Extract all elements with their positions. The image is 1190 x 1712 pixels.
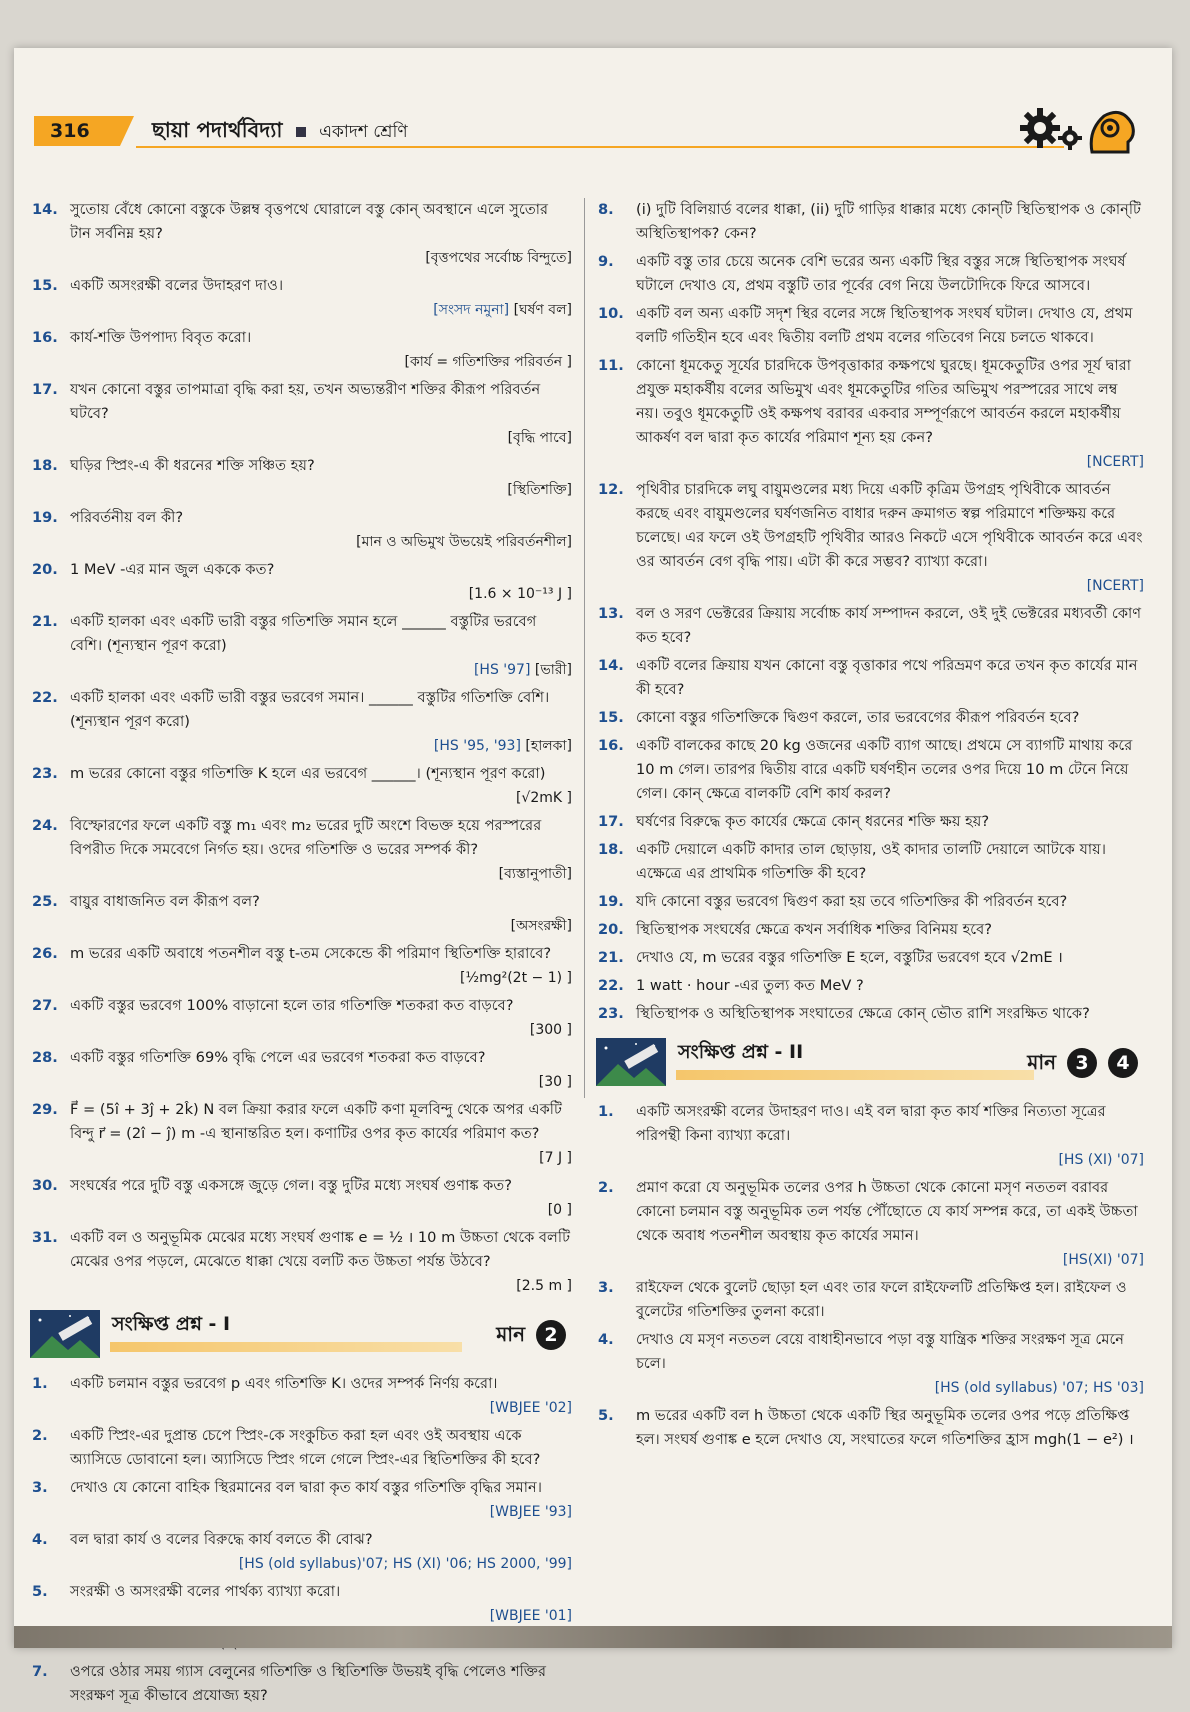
answer-line: [70, 298, 572, 322]
answer-text: [7 J ]: [539, 1150, 572, 1166]
question-text: দেখাও যে মসৃণ নততল বেয়ে বাধাহীনভাবে পড়া বস্তু যান্ত্রিক শক্তির সংরক্ষণ সূত্র মেনে চলে।: [636, 1331, 1125, 1372]
question-number: 22.: [32, 689, 58, 706]
answer-line: [70, 350, 572, 374]
question-item: [596, 974, 1144, 998]
question-item: [596, 602, 1144, 650]
header-rule: [136, 146, 1064, 148]
question-number: 10.: [598, 305, 624, 322]
answer-text: [স্থিতিশক্তি]: [507, 482, 572, 498]
question-item: [596, 302, 1144, 350]
question-number: 12.: [598, 481, 624, 498]
page-number: 316: [50, 120, 90, 142]
page-edge-strip: [14, 1626, 1172, 1648]
question-item: [30, 378, 572, 450]
question-item: [30, 1226, 572, 1298]
question-number: 5.: [32, 1583, 48, 1600]
question-text: বল দ্বারা কার্য ও বলের বিরুদ্ধে কার্য বলতে কী বোঝ?: [70, 1531, 373, 1548]
question-item: [596, 838, 1144, 886]
question-text: একটি বালকের কাছে 20 kg ওজনের একটি ব্যাগ আছে। প্রথমে সে ব্যাগটি মাথায় করে 10 m গেল। তারপর দ্বিতীয় বারে একটি ঘর্ষণহীন তলের ওপর দিয়ে 10 m টেনে নিয়ে গেল। কোন্ ক্ষেত্রে বালকটি বেশি কার্য করল?: [636, 737, 1133, 802]
question-item: [596, 946, 1144, 970]
answer-text: [300 ]: [529, 1022, 572, 1038]
question-number: 15.: [32, 277, 58, 294]
question-number: 16.: [598, 737, 624, 754]
telescope-icon: [30, 1310, 100, 1358]
question-text: m ভরের একটি বল h উচ্চতা থেকে একটি স্থির অনুভূমিক তলের ওপর পড়ে প্রতিক্ষিপ্ত হল। সংঘর্ষ গুণাঙ্ক e হলে দেখাও যে, সংঘাতের ফলে গতিশক্তির হ্রাস mgh(1 − e²) ।: [636, 1407, 1134, 1448]
question-item: [596, 810, 1144, 834]
answer-line: [70, 1146, 572, 1170]
question-item: [596, 734, 1144, 806]
question-text: একটি বলের ক্রিয়ায় যখন কোনো বস্তু বৃত্তাকার পথে পরিভ্রমণ করে তখন কৃত কার্যের মান কী হবে?: [636, 657, 1138, 698]
question-item: [596, 478, 1144, 598]
question-text: রাইফেল থেকে বুলেট ছোড়া হল এবং তার ফলে রাইফেলটি প্রতিক্ষিপ্ত হল। রাইফেল ও বুলেটের গতিশক্তির তুলনা করো।: [636, 1279, 1127, 1320]
question-item: [596, 1276, 1144, 1324]
question-item: [596, 1176, 1144, 1272]
question-text: একটি হালকা এবং একটি ভারী বস্তুর গতিশক্তি সমান হলে ______ বস্তুটির ভরবেগ বেশি। (শূন্যস্থান পূরণ করো): [70, 613, 537, 654]
question-item: [596, 1404, 1144, 1452]
page-header: [24, 108, 1154, 150]
question-item: [596, 250, 1144, 298]
right-question-list: [596, 198, 1144, 1026]
answer-text: [বৃদ্ধি পাবে]: [507, 430, 572, 446]
answer-text: [HS(XI) '07]: [1062, 1252, 1144, 1268]
question-text: কোনো ধূমকেতু সূর্যের চারদিকে উপবৃত্তাকার কক্ষপথে ঘুরছে। ধূমকেতুটির ওপর সূর্য দ্বারা প্রযুক্ত মহাকর্ষীয় বলের অভিমুখ এবং ধূমকেতুটির গতির অভিমুখ পরস্পরের সাথে লম্ব নয়। তবুও ধূমকেতুটি ওই কক্ষপথ বরাবর একবার সম্পূর্ণরূপে আবর্তন করলে মহাকর্ষীয় আকর্ষণ বল দ্বারা কৃত কার্যের পরিমাণ শূন্য হয় কেন?: [636, 357, 1131, 446]
question-text: স্থিতিস্থাপক সংঘর্ষের ক্ষেত্রে কখন সর্বাধিক শক্তির বিনিময় হবে?: [636, 921, 993, 938]
question-text: কোনো বস্তুর গতিশক্তিকে দ্বিগুণ করলে, তার ভরবেগের কীরূপ পরিবর্তন হবে?: [636, 709, 1080, 726]
question-item: [596, 890, 1144, 914]
question-text: সংরক্ষী ও অসংরক্ষী বলের পার্থক্য ব্যাখ্যা করো।: [70, 1583, 341, 1600]
question-item: [30, 1528, 572, 1576]
question-number: 1.: [598, 1103, 614, 1120]
question-number: 31.: [32, 1229, 58, 1246]
question-text: একটি চলমান বস্তুর ভরবেগ p এবং গতিশক্তি K। ওদের সম্পর্ক নির্ণয় করো।: [70, 1375, 498, 1392]
answer-text: [√2mK ]: [515, 790, 572, 806]
question-number: 5.: [598, 1407, 614, 1424]
question-text: 1 watt · hour -এর তুল্য কত MeV ?: [636, 977, 864, 994]
answer-text: [NCERT]: [1086, 454, 1144, 470]
marks-badge: 4: [1108, 1048, 1138, 1078]
answer-text: [বৃত্তপথের সর্বোচ্চ বিন্দুতে]: [425, 250, 572, 266]
question-number: 27.: [32, 997, 58, 1014]
question-item: [30, 326, 572, 374]
gears-head-logo-icon: [1018, 102, 1138, 158]
telescope-icon: [596, 1038, 666, 1086]
separator-square-icon: [296, 127, 306, 137]
question-item: [30, 1372, 572, 1420]
question-number: 8.: [598, 201, 614, 218]
question-text: ঘর্ষণের বিরুদ্ধে কৃত কার্যের ক্ষেত্রে কোন্ ধরনের শক্তি ক্ষয় হয়?: [636, 813, 990, 830]
question-number: 16.: [32, 329, 58, 346]
question-text: স্থিতিস্থাপক ও অস্থিতিস্থাপক সংঘাতের ক্ষেত্রে কোন্ ভৌত রাশি সংরক্ষিত থাকে?: [636, 1005, 1090, 1022]
source-tag: [HS '97]: [473, 662, 531, 678]
answer-line: [636, 1148, 1144, 1172]
marks-badge: 3: [1067, 1048, 1097, 1078]
source-tag: [সংসদ নমুনা]: [433, 302, 510, 318]
question-number: 20.: [32, 561, 58, 578]
question-item: [30, 762, 572, 810]
question-text: বিস্ফোরণের ফলে একটি বস্তু m₁ এবং m₂ ভরের দুটি অংশে বিভক্ত হয়ে পরস্পরের বিপরীত দিকে সমবেগে নির্গত হয়। ওদের গতিশক্তি ও ভরের সম্পর্ক কী?: [70, 817, 542, 858]
question-number: 3.: [598, 1279, 614, 1296]
question-item: [30, 814, 572, 886]
question-text: একটি বস্তু তার চেয়ে অনেক বেশি ভরের অন্য একটি স্থির বস্তুর সঙ্গে স্থিতিস্থাপক সংঘর্ষ ঘটালে দেখাও যে, প্রথম বস্তুটি তার পূর্বের বেগ নিয়ে উলটোদিকে ফিরে আসবে।: [636, 253, 1126, 294]
answer-text: [30 ]: [538, 1074, 572, 1090]
answer-text: [HS (XI) '07]: [1058, 1152, 1144, 1168]
answer-text: [অসংরক্ষী]: [510, 918, 572, 934]
question-number: 7.: [32, 1663, 48, 1680]
question-text: একটি বল অন্য একটি সদৃশ স্থির বলের সঙ্গে স্থিতিস্থাপক সংঘর্ষ ঘটাল। দেখাও যে, প্রথম বলটি গতিহীন হবে এবং দ্বিতীয় বলটি প্রথম বলের গতিবেগ নিয়ে চলতে থাকবে।: [636, 305, 1133, 346]
question-number: 14.: [598, 657, 624, 674]
answer-line: [70, 1018, 572, 1042]
column-divider: [584, 198, 585, 1098]
answer-line: [70, 862, 572, 886]
question-text: বায়ুর বাধাজনিত বল কীরূপ বল?: [70, 893, 260, 910]
answer-text: [WBJEE '93]: [489, 1504, 572, 1520]
question-text: কার্য-শক্তি উপপাদ্য বিবৃত করো।: [70, 329, 252, 346]
question-item: [30, 1660, 572, 1708]
question-number: 2.: [598, 1179, 614, 1196]
short-question-list-1: [30, 1372, 572, 1708]
question-number: 26.: [32, 945, 58, 962]
answer-line: [70, 1604, 572, 1628]
question-number: 4.: [32, 1531, 48, 1548]
answer-line: [70, 426, 572, 450]
answer-line: [70, 582, 572, 606]
question-number: 18.: [32, 457, 58, 474]
question-number: 15.: [598, 709, 624, 726]
question-item: [30, 994, 572, 1042]
question-text: একটি বল ও অনুভূমিক মেঝের মধ্যে সংঘর্ষ গুণাঙ্ক e = ½ । 10 m উচ্চতা থেকে বলটি মেঝের ওপর পড়লে, মেঝেতে ধাক্কা খেয়ে বলটি কত উচ্চতা পর্যন্ত উঠবে?: [70, 1229, 571, 1270]
question-text: একটি বস্তুর ভরবেগ 100% বাড়ানো হলে তার গতিশক্তি শতকরা কত বাড়বে?: [70, 997, 514, 1014]
running-title: [152, 114, 408, 149]
section-header-short-2: [596, 1036, 1144, 1092]
question-text: সুতোয় বেঁধে কোনো বস্তুকে উল্লম্ব বৃত্তপথে ঘোরালে বস্তু কোন্ অবস্থানে এলে সুতোর টান সর্বনিম্ন হয়?: [70, 201, 549, 242]
answer-line: [636, 1376, 1144, 1400]
answer-line: [70, 734, 572, 758]
question-number: 23.: [32, 765, 58, 782]
answer-line: [636, 1248, 1144, 1272]
section-bar: [110, 1342, 462, 1352]
answer-line: [70, 786, 572, 810]
question-item: [596, 1328, 1144, 1400]
answer-text: [ঘর্ষণ বল]: [513, 302, 572, 318]
question-text: যখন কোনো বস্তুর তাপমাত্রা বৃদ্ধি করা হয়, তখন অভ্যন্তরীণ শক্তির কীরূপ পরিবর্তন ঘটবে?: [70, 381, 541, 422]
question-number: 18.: [598, 841, 624, 858]
answer-text: [NCERT]: [1086, 578, 1144, 594]
question-text: (i) দুটি বিলিয়ার্ড বলের ধাক্কা, (ii) দুটি গাড়ির ধাক্কার মধ্যে কোন্‌টি স্থিতিস্থাপক ও কোন্‌টি অস্থিতিস্থাপক? কেন?: [636, 201, 1141, 242]
question-number: 30.: [32, 1177, 58, 1194]
question-item: [30, 1580, 572, 1628]
left-column: [30, 198, 572, 1712]
question-text: দেখাও যে, m ভরের বস্তুর গতিশক্তি E হলে, বস্তুটির ভরবেগ হবে √2mE ।: [636, 949, 1063, 966]
answer-line: [636, 574, 1144, 598]
answer-text: [HS (old syllabus)'07; HS (XI) '06; HS 2000, '99]: [238, 1556, 572, 1572]
question-number: 24.: [32, 817, 58, 834]
answer-line: [70, 1552, 572, 1576]
question-number: 1.: [32, 1375, 48, 1392]
question-item: [30, 686, 572, 758]
textbook-page: [14, 48, 1172, 1704]
question-item: [30, 1098, 572, 1170]
question-text: একটি দেয়ালে একটি কাদার তাল ছোড়ায়, ওই কাদার তালটি দেয়ালে আটকে যায়। এক্ষেত্রে এর প্রাথমিক গতিশক্তি কী হবে?: [636, 841, 1106, 882]
question-item: [30, 1174, 572, 1222]
question-item: [596, 198, 1144, 246]
question-item: [30, 454, 572, 502]
question-text: দেখাও যে কোনো বাহিক স্থিরমানের বল দ্বারা কৃত কার্য বস্তুর গতিশক্তি বৃদ্ধির সমান।: [70, 1479, 542, 1496]
question-text: একটি অসংরক্ষী বলের উদাহরণ দাও।: [70, 277, 284, 294]
question-number: 11.: [598, 357, 624, 374]
marks-text: মান: [496, 1322, 526, 1346]
source-tag: [HS '95, '93]: [433, 738, 521, 754]
book-title: ছায়া পদার্থবিদ্যা: [152, 118, 283, 142]
section-bar: [676, 1070, 1034, 1080]
answer-line: [70, 1274, 572, 1298]
question-number: 23.: [598, 1005, 624, 1022]
answer-line: [70, 246, 572, 270]
answer-line: [70, 1070, 572, 1094]
question-text: একটি অসংরক্ষী বলের উদাহরণ দাও। এই বল দ্বারা কৃত কার্য শক্তির নিত্যতা সূত্রের পরিপন্থী কিনা ব্যাখ্যা করো।: [636, 1103, 1106, 1144]
answer-line: [70, 530, 572, 554]
marks-label: [1027, 1048, 1138, 1078]
answer-line: [70, 966, 572, 990]
question-item: [596, 354, 1144, 474]
short-question-list-2: [596, 1100, 1144, 1452]
section-title: সংক্ষিপ্ত প্রশ্ন - I: [112, 1313, 231, 1335]
question-item: [30, 274, 572, 322]
question-item: [596, 1002, 1144, 1026]
question-number: 3.: [32, 1479, 48, 1496]
question-text: একটি বস্তুর গতিশক্তি 69% বৃদ্ধি পেলে এর ভরবেগ শতকরা কত বাড়বে?: [70, 1049, 486, 1066]
question-text: পৃথিবীর চারদিকে লঘু বায়ুমণ্ডলের মধ্য দিয়ে একটি কৃত্রিম উপগ্রহ পৃথিবীকে আবর্তন করছে এবং বায়ুমণ্ডলের ঘর্ষণজনিত বাধার দরুন ক্রমাগত স্বল্প পরিমাণে শক্তিক্ষয় করে চলেছে। এর ফলে ওই উপগ্রহটি পৃথিবীর আরও নিকটে এসে পৃথিবীকে আবর্তন করে এবং ওর আবর্তন বেগ বৃদ্ধি পায়। এটা কী করে সম্ভব? ব্যাখ্যা করো।: [636, 481, 1143, 570]
answer-text: [2.5 m ]: [516, 1278, 572, 1294]
question-number: 17.: [32, 381, 58, 398]
answer-line: [636, 450, 1144, 474]
question-text: m ভরের একটি অবাধে পতনশীল বস্তু t-তম সেকেন্ডে কী পরিমাণ স্থিতিশক্তি হারাবে?: [70, 945, 552, 962]
answer-text: [কার্য = গতিশক্তির পরিবর্তন ]: [404, 354, 572, 370]
answer-text: [ব্যস্তানুপাতী]: [498, 866, 572, 882]
answer-text: [½mg²(2t − 1) ]: [460, 970, 572, 986]
answer-line: [70, 478, 572, 502]
question-number: 21.: [598, 949, 624, 966]
answer-text: [ভারী]: [534, 662, 572, 678]
answer-line: [70, 1198, 572, 1222]
question-number: 20.: [598, 921, 624, 938]
question-item: [30, 1046, 572, 1094]
question-number: 29.: [32, 1101, 58, 1118]
question-text: একটি স্প্রিং-এর দুপ্রান্ত চেপে স্প্রিং-কে সংকুচিত করা হল এবং ওই অবস্থায় একে অ্যাসিডে ডোবানো হল। অ্যাসিডে স্প্রিং গলে গেলে স্প্রিং-এর স্থিতিশক্তির কী হবে?: [70, 1427, 541, 1468]
question-number: 19.: [598, 893, 624, 910]
marks-label: [496, 1320, 566, 1350]
question-number: 14.: [32, 201, 58, 218]
question-item: [596, 654, 1144, 702]
question-number: 13.: [598, 605, 624, 622]
question-number: 22.: [598, 977, 624, 994]
question-number: 9.: [598, 253, 614, 270]
question-item: [30, 1476, 572, 1524]
question-number: 21.: [32, 613, 58, 630]
question-text: পরিবর্তনীয় বল কী?: [70, 509, 184, 526]
question-text: প্রমাণ করো যে অনুভূমিক তলের ওপর h উচ্চতা থেকে কোনো মসৃণ নততল বরাবর কোনো চলমান বস্তু অনুভূমিক তল পর্যন্ত পৌঁছোতে যে কার্য সম্পন্ন করে, তা একই উচ্চতা থেকে অবাধ পতনশীল অবস্থায় কৃত কার্যের সমান।: [636, 1179, 1138, 1244]
question-text: m ভরের কোনো বস্তুর গতিশক্তি K হলে এর ভরবেগ ______। (শূন্যস্থান পূরণ করো): [70, 765, 546, 782]
answer-line: [70, 1500, 572, 1524]
question-text: একটি হালকা এবং একটি ভারী বস্তুর ভরবেগ সমান। ______ বস্তুটির গতিশক্তি বেশি। (শূন্যস্থান পূরণ করো): [70, 689, 550, 730]
question-item: [30, 1424, 572, 1472]
marks-badge: 2: [536, 1320, 566, 1350]
question-text: বল ও সরণ ভেক্টরের ক্রিয়ায় সর্বোচ্চ কার্য সম্পাদন করলে, ওই দুই ভেক্টরের মধ্যবর্তী কোণ কত হবে?: [636, 605, 1142, 646]
question-item: [30, 198, 572, 270]
question-number: 4.: [598, 1331, 614, 1348]
left-question-list: [30, 198, 572, 1298]
question-text: F⃗ = (5î + 3ĵ + 2k̂) N বল ক্রিয়া করার ফলে একটি কণা মূলবিন্দু থেকে অপর একটি বিন্দু r⃗ = (2î − ĵ) m -এ স্থানান্তরিত হল। কণাটির ওপর কৃত কার্যের পরিমাণ কত?: [70, 1101, 562, 1142]
question-number: 17.: [598, 813, 624, 830]
question-item: [596, 918, 1144, 942]
question-number: 25.: [32, 893, 58, 910]
answer-text: [WBJEE '02]: [489, 1400, 572, 1416]
answer-line: [70, 1396, 572, 1420]
marks-text: মান: [1027, 1050, 1057, 1074]
question-item: [30, 890, 572, 938]
question-number: 19.: [32, 509, 58, 526]
question-item: [30, 942, 572, 990]
answer-line: [70, 914, 572, 938]
answer-text: [1.6 × 10⁻¹³ J ]: [468, 586, 572, 602]
answer-text: [হালকা]: [525, 738, 572, 754]
question-item: [596, 706, 1144, 730]
answer-text: [HS (old syllabus) '07; HS '03]: [934, 1380, 1144, 1396]
question-text: ঘড়ির স্প্রিং-এ কী ধরনের শক্তি সঞ্চিত হয়?: [70, 457, 315, 474]
answer-text: [মান ও অভিমুখ উভয়েই পরিবর্তনশীল]: [356, 534, 572, 550]
answer-line: [70, 658, 572, 682]
question-number: 2.: [32, 1427, 48, 1444]
question-text: ওপরে ওঠার সময় গ্যাস বেলুনের গতিশক্তি ও স্থিতিশক্তি উভয়ই বৃদ্ধি পেলেও শক্তির সংরক্ষণ সূত্র কীভাবে প্রযোজ্য হয়?: [70, 1663, 547, 1704]
question-text: যদি কোনো বস্তুর ভরবেগ দ্বিগুণ করা হয় তবে গতিশক্তির কী পরিবর্তন হবে?: [636, 893, 1068, 910]
question-number: 28.: [32, 1049, 58, 1066]
section-title: সংক্ষিপ্ত প্রশ্ন - II: [678, 1041, 804, 1063]
question-item: [30, 610, 572, 682]
question-item: [30, 506, 572, 554]
answer-text: [WBJEE '01]: [489, 1608, 572, 1624]
class-label: একাদশ শ্রেণি: [319, 122, 408, 142]
question-text: সংঘর্ষের পরে দুটি বস্তু একসঙ্গে জুড়ে গেল। বস্তু দুটির মধ্যে সংঘর্ষ গুণাঙ্ক কত?: [70, 1177, 512, 1194]
answer-text: [0 ]: [547, 1202, 572, 1218]
question-text: 1 MeV -এর মান জুল এককে কত?: [70, 561, 275, 578]
question-item: [596, 1100, 1144, 1172]
section-header-short-1: [30, 1308, 572, 1364]
question-item: [30, 558, 572, 606]
right-column: [596, 198, 1144, 1456]
